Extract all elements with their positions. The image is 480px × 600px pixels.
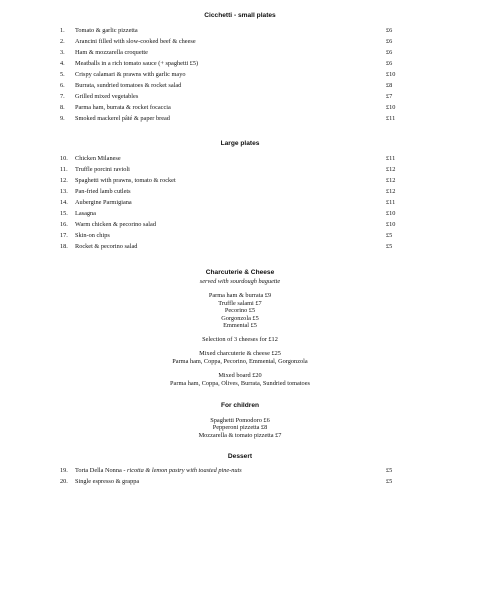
item-name: Rocket & pecorino salad bbox=[75, 243, 138, 250]
item-name-text: Torta Della Nonna - bbox=[75, 467, 128, 474]
item-number: 7. bbox=[60, 93, 65, 100]
section-title-dessert: Dessert bbox=[227, 453, 253, 460]
mixed-board-title: Mixed board £20 bbox=[218, 372, 262, 379]
item-price: £11 bbox=[386, 199, 396, 206]
menu-item bbox=[0, 49, 480, 59]
item-name: Smoked mackerel pâté & paper bread bbox=[75, 115, 170, 122]
charcuterie-line: Parma ham & burrata £9 bbox=[208, 292, 272, 299]
item-number: 13. bbox=[60, 188, 68, 195]
menu-item bbox=[0, 243, 480, 253]
item-name: Spaghetti with prawns, tomato & rocket bbox=[75, 177, 176, 184]
item-number: 3. bbox=[60, 49, 65, 56]
item-name: Lasagna bbox=[75, 210, 96, 217]
charcuterie-line: Gorgonzola £5 bbox=[221, 315, 259, 322]
item-price: £6 bbox=[386, 27, 393, 34]
menu-item bbox=[0, 71, 480, 81]
item-price: £11 bbox=[386, 155, 396, 162]
item-price: £10 bbox=[386, 104, 396, 111]
section-subtitle: served with sourdough baguette bbox=[199, 278, 281, 285]
item-number: 10. bbox=[60, 155, 68, 162]
item-price: £10 bbox=[386, 210, 396, 217]
item-number: 17. bbox=[60, 232, 68, 239]
section-title-cicchetti: Cicchetti - small plates bbox=[204, 12, 276, 19]
section-title-large-plates: Large plates bbox=[220, 140, 260, 147]
menu-item bbox=[0, 38, 480, 48]
item-number: 4. bbox=[60, 60, 65, 67]
item-name: Crispy calamari & prawns with garlic mayo bbox=[75, 71, 186, 78]
menu-item bbox=[0, 27, 480, 37]
item-name bbox=[75, 467, 242, 474]
item-name: Burrata, sundried tomatoes & rocket salad bbox=[75, 82, 182, 89]
children-line: Spaghetti Pomodoro £6 bbox=[210, 417, 270, 424]
menu-item bbox=[0, 199, 480, 209]
menu-item bbox=[0, 210, 480, 220]
item-description: ricotta & lemon pastry with toasted pine-nuts bbox=[127, 467, 242, 474]
item-price: £8 bbox=[386, 82, 393, 89]
menu-item bbox=[0, 188, 480, 198]
section-title-charcuterie: Charcuterie & Cheese bbox=[205, 269, 275, 276]
section-title-children: For children bbox=[220, 402, 260, 409]
item-number: 16. bbox=[60, 221, 68, 228]
item-name: Skin-on chips bbox=[75, 232, 110, 239]
menu-item bbox=[0, 155, 480, 165]
item-price: £7 bbox=[386, 93, 393, 100]
mixed-platter-items: Parma ham, Coppa, Pecorino, Emmental, Gorgonzola bbox=[172, 358, 308, 365]
charcuterie-line: Emmental £5 bbox=[223, 322, 257, 329]
item-price: £12 bbox=[386, 188, 396, 195]
item-number: 9. bbox=[60, 115, 65, 122]
item-price: £5 bbox=[386, 243, 393, 250]
item-number: 1. bbox=[60, 27, 65, 34]
item-name: Truffle porcini ravioli bbox=[75, 166, 130, 173]
item-number: 20. bbox=[60, 478, 68, 485]
menu-item bbox=[0, 232, 480, 242]
item-name: Grilled mixed vegetables bbox=[75, 93, 139, 100]
item-name: Aubergine Parmigiana bbox=[75, 199, 132, 206]
menu-item bbox=[0, 93, 480, 103]
item-name: Parma ham, burrata & rocket focaccia bbox=[75, 104, 171, 111]
menu-item bbox=[0, 82, 480, 92]
item-number: 12. bbox=[60, 177, 68, 184]
mixed-platter-title: Mixed charcuterie & cheese £25 bbox=[199, 350, 281, 357]
children-line: Pepperoni pizzetta £8 bbox=[212, 424, 268, 431]
item-price: £11 bbox=[386, 115, 396, 122]
item-price: £6 bbox=[386, 60, 393, 67]
item-price: £5 bbox=[386, 232, 393, 239]
menu-item bbox=[0, 104, 480, 114]
item-name: Single espresso & grappa bbox=[75, 478, 140, 485]
item-number: 18. bbox=[60, 243, 68, 250]
menu-item bbox=[0, 60, 480, 70]
item-price: £5 bbox=[386, 478, 393, 485]
item-number: 8. bbox=[60, 104, 65, 111]
item-name: Tomato & garlic pizzetta bbox=[75, 27, 138, 34]
item-price: £6 bbox=[386, 49, 393, 56]
item-name: Chicken Milanese bbox=[75, 155, 121, 162]
item-name: Arancini filled with slow-cooked beef & cheese bbox=[75, 38, 196, 45]
item-number: 11. bbox=[60, 166, 68, 173]
menu-item bbox=[0, 478, 480, 488]
menu-item bbox=[0, 221, 480, 231]
menu-item bbox=[0, 115, 480, 125]
item-number: 14. bbox=[60, 199, 68, 206]
item-number: 2. bbox=[60, 38, 65, 45]
mixed-board-items: Parma ham, Coppa, Olives, Burrata, Sundried tomatoes bbox=[170, 380, 310, 387]
item-price: £5 bbox=[386, 467, 393, 474]
item-name: Meatballs in a rich tomato sauce (+ spaghetti £5) bbox=[75, 60, 199, 67]
item-number: 19. bbox=[60, 467, 68, 474]
menu-item bbox=[0, 177, 480, 187]
item-price: £10 bbox=[386, 71, 396, 78]
item-number: 6. bbox=[60, 82, 65, 89]
item-name: Pan-fried lamb cutlets bbox=[75, 188, 131, 195]
item-number: 5. bbox=[60, 71, 65, 78]
item-price: £6 bbox=[386, 38, 393, 45]
item-name: Ham & mozzarella croquette bbox=[75, 49, 148, 56]
item-price: £10 bbox=[386, 221, 396, 228]
item-number: 15. bbox=[60, 210, 68, 217]
charcuterie-line: Pecorino £5 bbox=[224, 307, 256, 314]
item-name: Warm chicken & pecorino salad bbox=[75, 221, 156, 228]
item-price: £12 bbox=[386, 166, 396, 173]
children-line: Mozzarella & tomato pizzetta £7 bbox=[198, 432, 282, 439]
cheese-selection: Selection of 3 cheeses for £12 bbox=[202, 336, 278, 343]
charcuterie-line: Truffle salami £7 bbox=[218, 300, 262, 307]
item-price: £12 bbox=[386, 177, 396, 184]
menu-item bbox=[0, 467, 480, 477]
menu-item bbox=[0, 166, 480, 176]
